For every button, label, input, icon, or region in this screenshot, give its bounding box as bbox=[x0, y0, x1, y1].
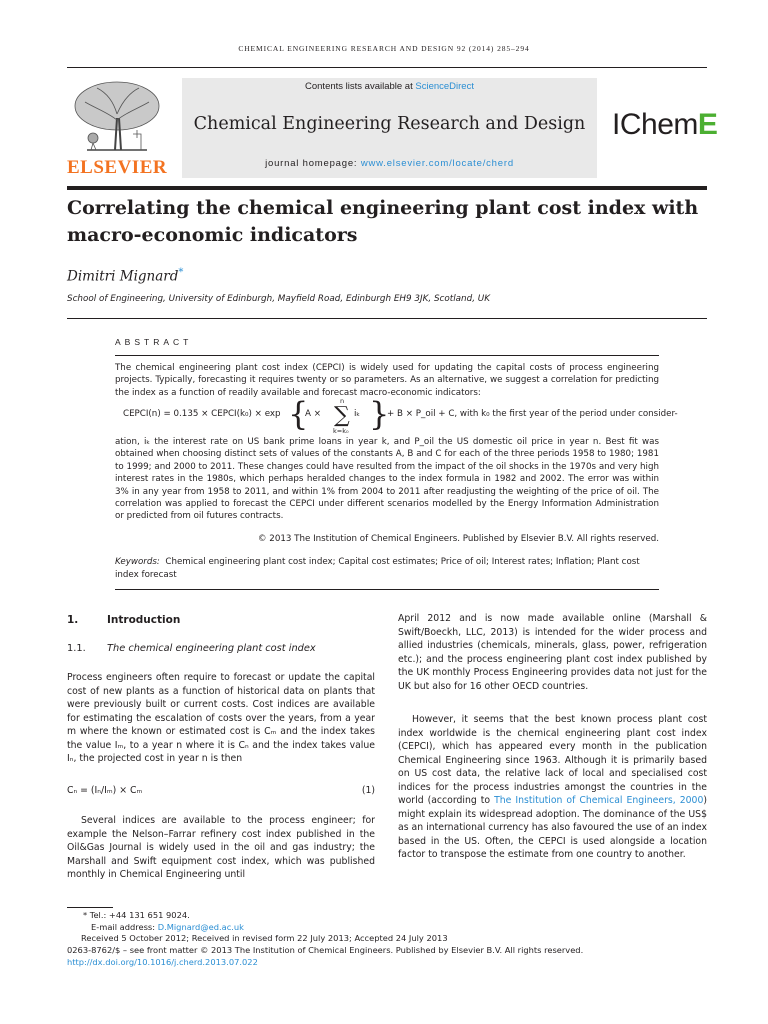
formula-sum-upper: n bbox=[340, 397, 345, 405]
abstract-copyright: © 2013 The Institution of Chemical Engineers. Published by Elsevier B.V. All rights reserved. bbox=[257, 534, 659, 544]
icheme-logo-i: I bbox=[612, 108, 620, 141]
abstract-rule bbox=[115, 355, 659, 356]
paragraph-4 bbox=[398, 713, 707, 862]
abstract-text-intro: The chemical engineering plant cost index (CEPCI) is widely used for updating the capital costs of process engineering projects. Typically, forecasting it requires twenty or so parameters. As an alternative, we suggest a correlation for predicting the index as a function of readily available and forecast macro-economic indicators: bbox=[115, 363, 659, 398]
abstract-bottom-rule bbox=[115, 589, 659, 590]
reference-link[interactable]: The Institution of Chemical Engineers, 2000 bbox=[494, 795, 704, 806]
equation-1 bbox=[67, 785, 375, 796]
author-footnote-mark[interactable]: * bbox=[178, 267, 184, 278]
paragraph-2: Several indices are available to the process engineer; for example the Nelson–Farrar refinery cost index published in the Oil&Gas Journal is widely used in the oil and gas industry; the Marshall and Swift equipment cost index, which was published monthly in Chemical Engineering until bbox=[67, 815, 375, 880]
abstract-formula bbox=[115, 395, 678, 437]
icheme-logo-e: E bbox=[697, 108, 718, 141]
subsection-title: The chemical engineering plant cost index bbox=[107, 643, 316, 654]
keywords-list: Chemical engineering plant cost index; Capital cost estimates; Price of oil; Interest rates; Inflation; Plant cost index forecast bbox=[115, 557, 640, 580]
paragraph-4-start: However, it seems that the best known process plant cost index worldwide is the chemical engineering plant cost index (CEPCI), which has appeared every month in the publication Chemical Engineering since 1963. Although it is primarily based on US cost data, the relative lack of local and specialised cost indices for the process industries amongst the countries in the world (according to bbox=[398, 714, 707, 806]
formula-ik: iₖ bbox=[354, 409, 361, 419]
footnote-tel: * Tel.: +44 131 651 9024. bbox=[83, 910, 190, 920]
contents-line bbox=[182, 81, 597, 92]
homepage-line bbox=[182, 158, 597, 169]
formula-right-brace: } bbox=[369, 395, 390, 433]
homepage-prefix: journal homepage: bbox=[265, 158, 361, 169]
author-email-link[interactable]: D.Mignard@ed.ac.uk bbox=[157, 921, 244, 932]
sciencedirect-link[interactable]: ScienceDirect bbox=[415, 81, 474, 92]
footnote-rule bbox=[67, 907, 113, 908]
icheme-logo-chem: Chem bbox=[619, 108, 698, 141]
abstract-top-rule bbox=[67, 318, 707, 319]
equation-1-body: Cₙ = (Iₙ/Iₘ) × Cₘ bbox=[67, 785, 143, 796]
author-line bbox=[67, 267, 183, 285]
keywords-label: Keywords: bbox=[115, 557, 160, 567]
formula-left: CEPCI(n) = 0.135 × CEPCI(k₀) × exp bbox=[123, 409, 281, 419]
formula-left-brace: { bbox=[288, 395, 309, 433]
subsection-heading bbox=[67, 643, 316, 654]
equation-1-number: (1) bbox=[361, 785, 375, 796]
formula-sum-lower: k=k₀ bbox=[333, 427, 349, 435]
article-title: Correlating the chemical engineering plant cost index with macro-economic indicators bbox=[67, 197, 699, 246]
top-rule bbox=[67, 67, 707, 68]
footnote-issn: 0263-8762/$ – see front matter © 2013 The Institution of Chemical Engineers. Published by Elsevier B.V. All rights reserved. bbox=[67, 945, 584, 956]
section-title: Introduction bbox=[107, 614, 181, 626]
elsevier-wordmark: ELSEVIER bbox=[67, 157, 168, 178]
section-number: 1. bbox=[67, 614, 79, 626]
abstract-label: ABSTRACT bbox=[115, 337, 193, 347]
formula-a: A × bbox=[305, 409, 321, 419]
formula-sum-sign: ∑ bbox=[334, 403, 350, 428]
running-head: CHEMICAL ENGINEERING RESEARCH AND DESIGN 92 (2014) 285–294 bbox=[238, 44, 530, 53]
formula-right: + B × P_oil + C, with k₀ the first year of the period under consider- bbox=[387, 409, 678, 419]
icheme-logo bbox=[612, 108, 717, 142]
header-thick-rule bbox=[67, 186, 707, 190]
journal-homepage-link[interactable]: www.elsevier.com/locate/cherd bbox=[360, 158, 514, 169]
section-heading bbox=[67, 614, 180, 626]
keywords bbox=[115, 556, 659, 582]
footnote-email-label: E-mail address: bbox=[91, 921, 158, 932]
paragraph-4-end: ) might explain its widespread adoption. The dominance of the US$ as an international currency has also favoured the use of an index based in the US. Often, the CEPCI is used alongside a location factor to transpose the estimate from one country to another. bbox=[398, 795, 707, 860]
subsection-number: 1.1. bbox=[67, 643, 86, 654]
doi-link[interactable]: http://dx.doi.org/10.1016/j.cherd.2013.07.022 bbox=[67, 956, 258, 967]
footnotes bbox=[67, 910, 707, 969]
author-name[interactable]: Dimitri Mignard bbox=[67, 268, 179, 285]
affiliation: School of Engineering, University of Edinburgh, Mayfield Road, Edinburgh EH9 3JK, Scotland, UK bbox=[67, 294, 491, 304]
footnote-email-line bbox=[67, 922, 707, 934]
contents-prefix: Contents lists available at bbox=[305, 81, 416, 92]
abstract-text-body: ation, iₖ the interest rate on US bank prime loans in year k, and P_oil the US domestic oil price in year n. Best fit was obtained when choosing distinct sets of values of the constants A, B and C for each of the three periods 1958 to 1980; 1981 to 1999; and 2000 to 2011. These changes could have resulted from the impact of the oil shocks in the 1970s and very high interest rates in the 1980s, which perhaps heralded changes to the index formula in 1982 and 2002. The error was within 3% in any year from 1958 to 2011, and within 1% from 2004 to 2011 after readjusting the weighting of the price of oil. The correlation was applied to forecast the CEPCI under different scenarios modelled by the Energy Information Administration or predicted from oil futures contracts. bbox=[115, 437, 659, 522]
paragraph-1: Process engineers often require to forecast or update the capital cost of new plants as a function of historical data on plants that were previously built or current costs. Cost indices are available for estimating the escalation of costs over the years, from a year m where the known or estimated cost is Cₘ and the index takes the value Iₘ, to a year n where it is Cₙ and the index takes value Iₙ, the projected cost in year n is then bbox=[67, 672, 375, 764]
paragraph-3: April 2012 and is now made available online (Marshall & Swift/Boeckh, LLC, 2013) is intended for the wider process and allied industries (chemicals, minerals, glass, power, refrigeration etc.); and the process engineering plant cost index published by the UK monthly Process Engineering provides data not just for the UK but also for 16 other OECD countries. bbox=[398, 613, 707, 692]
footnote-received: Received 5 October 2012; Received in revised form 22 July 2013; Accepted 24 July 2013 bbox=[81, 933, 448, 944]
journal-title: Chemical Engineering Research and Design bbox=[193, 114, 586, 134]
